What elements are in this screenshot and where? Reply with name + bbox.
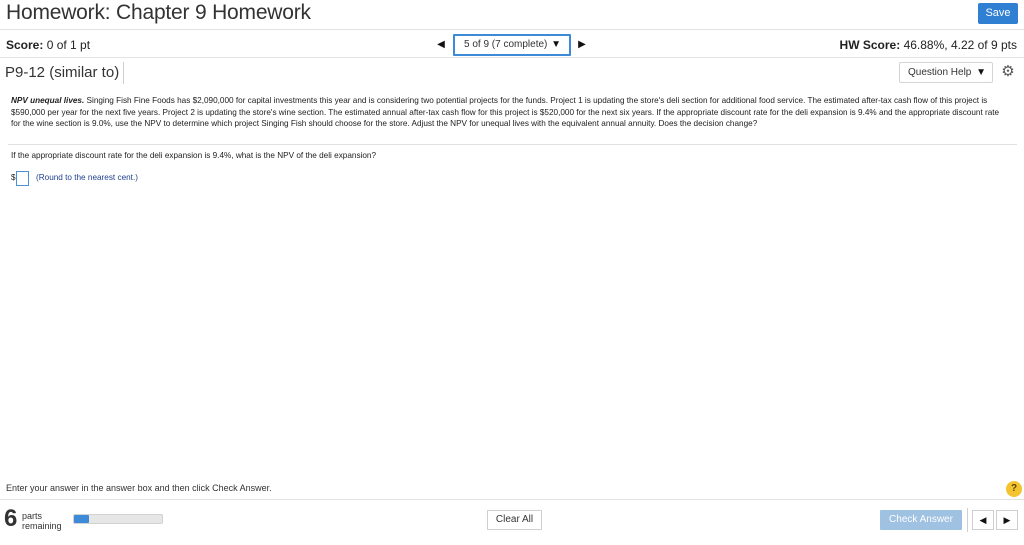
currency-symbol: $ <box>11 173 16 182</box>
triangle-left-icon: ◀ <box>979 515 987 525</box>
footer-previous-button[interactable] <box>972 510 994 530</box>
page-title: Homework: Chapter 9 Homework <box>6 1 311 24</box>
question-score <box>6 38 90 52</box>
hw-score-label: HW Score: <box>839 38 901 52</box>
next-question-button[interactable] <box>575 37 589 53</box>
divider <box>8 144 1017 145</box>
homework-score <box>840 38 1017 52</box>
answer-instruction: Enter your answer in the answer box and then click Check Answer. <box>6 483 272 493</box>
rounding-hint: (Round to the nearest cent.) <box>36 173 138 182</box>
problem-statement <box>11 95 1009 130</box>
parts-label-line-1: parts <box>22 511 43 521</box>
footer-separator <box>967 508 968 532</box>
question-text: If the appropriate discount rate for the deli expansion is 9.4%, what is the NPV of the deli expansion? <box>11 151 377 160</box>
question-help-button[interactable] <box>899 62 993 83</box>
parts-remaining-label <box>22 511 62 531</box>
settings-gear-icon[interactable]: ⚙ <box>1001 63 1015 80</box>
problem-id: P9-12 (similar to) <box>5 62 124 84</box>
answer-input[interactable] <box>16 171 29 186</box>
problem-body: Singing Fish Fine Foods has $2,090,000 for capital investments this year and is considering two potential projects for the funds. Project 1 is updating the store's deli section for additional food service. The estimated after-tax cash flow of this project is $590,000 per year for the next five years. Project 2 is updating the store's wine section. The estimated annual after-tax cash flow for this project is $520,000 for the next six years. If the appropriate discount rate for the deli expansion is 9.4% and the appropriate discount rate for the wine section is 9.0%, use the NPV to determine which project Singing Fish should choose for the store. Adjust the NPV for unequal lives with the equivalent annual annuity. Does the decision change? <box>11 96 1000 129</box>
parts-label-line-2: remaining <box>22 521 62 531</box>
problem-bar <box>0 59 1024 86</box>
triangle-left-icon: ◀ <box>437 39 445 50</box>
parts-remaining-count: 6 <box>4 505 18 532</box>
score-bar <box>0 31 1024 58</box>
score-label: Score: <box>6 38 44 52</box>
triangle-right-icon: ▶ <box>578 39 586 50</box>
title-bar <box>0 0 1024 30</box>
help-question-icon[interactable]: ? <box>1006 481 1022 497</box>
chevron-down-icon: ▼ <box>551 39 561 50</box>
save-button[interactable]: Save <box>978 3 1018 24</box>
clear-all-button[interactable]: Clear All <box>487 510 542 530</box>
chevron-down-icon: ▼ <box>976 67 986 78</box>
check-answer-button[interactable]: Check Answer <box>880 510 962 530</box>
question-navigator-dropdown[interactable] <box>453 34 571 56</box>
score-value: 0 of 1 pt <box>46 38 91 52</box>
footer-divider <box>0 499 1024 500</box>
question-navigator-label: 5 of 9 (7 complete) <box>464 39 548 50</box>
parts-progress-fill <box>74 515 89 523</box>
parts-progress-bar <box>73 514 163 524</box>
footer-next-button[interactable] <box>996 510 1018 530</box>
problem-lead: NPV unequal lives. <box>11 96 85 105</box>
hw-score-value: 46.88%, 4.22 of 9 pts <box>903 38 1017 52</box>
previous-question-button[interactable] <box>434 37 448 53</box>
question-help-label: Question Help <box>908 67 972 78</box>
triangle-right-icon: ▶ <box>1003 515 1011 525</box>
